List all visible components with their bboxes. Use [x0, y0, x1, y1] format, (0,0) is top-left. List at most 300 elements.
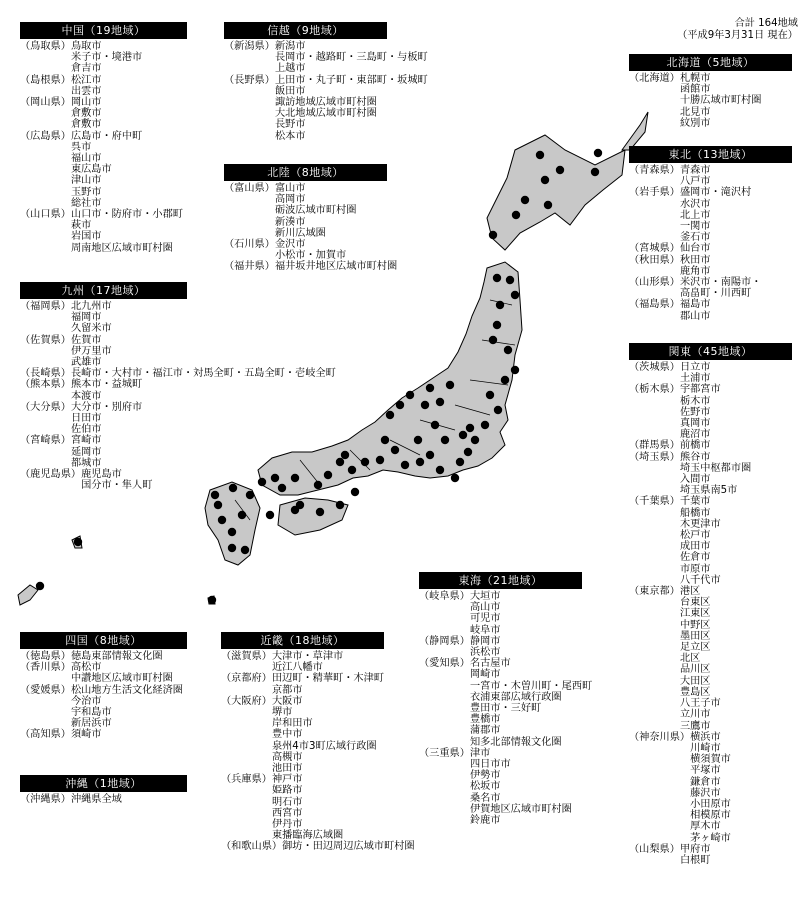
prefecture-name: （長崎県） — [20, 368, 71, 380]
city-list — [690, 732, 792, 844]
city-name: 桑名市 — [469, 792, 501, 804]
prefecture-name: （島根県） — [20, 74, 71, 86]
city-name: 墨田区 — [679, 630, 711, 642]
city-name: 玉野市 — [70, 186, 102, 198]
prefecture-list — [20, 41, 187, 254]
prefecture-name: （石川県） — [224, 239, 275, 251]
city-name: 松坂市 — [469, 781, 501, 793]
city-name: 岐阜市 — [469, 624, 501, 636]
city-name: 千葉市 — [679, 496, 711, 508]
city-list — [71, 685, 187, 730]
city-name: 白根町 — [679, 854, 711, 866]
city-name: 鎌倉市 — [690, 776, 721, 788]
prefecture-name: （栃木県） — [629, 384, 680, 396]
city-name: 豊橋市 — [469, 714, 501, 726]
city-name: 名古屋市 — [469, 658, 511, 670]
city-name: 入間市 — [679, 474, 711, 486]
city-name: 大田区 — [679, 675, 711, 687]
city-name: 米子市・境港市 — [70, 52, 143, 64]
city-marker — [406, 391, 414, 399]
city-name: 田辺町・精華町・木津町 — [271, 673, 384, 685]
city-name: 松戸市 — [679, 530, 711, 542]
city-name: 衣浦東部広域行政圏 — [469, 691, 562, 703]
city-marker — [481, 421, 489, 429]
city-list — [71, 435, 187, 469]
prefecture-row — [20, 794, 187, 805]
city-marker — [536, 151, 544, 159]
region-header: 四国（8地域） — [20, 632, 187, 649]
prefecture-row — [224, 261, 398, 273]
prefecture-name: （宮崎県） — [20, 435, 71, 447]
city-marker — [36, 582, 44, 590]
prefecture-list — [20, 651, 187, 741]
prefecture-name: （千葉県） — [629, 496, 680, 508]
city-name: 仙台市 — [679, 243, 711, 255]
city-name: 総社市 — [70, 197, 102, 209]
city-marker — [291, 474, 299, 482]
prefecture-row — [221, 673, 384, 695]
prefecture-name: （岩手県） — [629, 187, 680, 199]
city-name: 西宮市 — [271, 807, 303, 819]
prefecture-list — [629, 165, 792, 322]
prefecture-name: （静岡県） — [419, 635, 470, 647]
city-name: 四日市市 — [469, 759, 511, 771]
region-kinki — [221, 632, 415, 853]
city-name: 可児市 — [469, 613, 501, 625]
city-marker — [316, 508, 324, 516]
city-list — [680, 187, 792, 243]
city-marker — [229, 484, 237, 492]
city-marker — [271, 474, 279, 482]
city-marker — [489, 336, 497, 344]
as-of-date: （平成9年3月31日 現在） — [677, 30, 798, 41]
city-name: 新潟市 — [274, 41, 306, 52]
city-marker — [211, 491, 219, 499]
city-marker — [464, 448, 472, 456]
prefecture-name: （佐賀県） — [20, 334, 71, 346]
city-name: 一宮市・木曽川町・尾西町 — [469, 680, 593, 692]
city-name: 日立市 — [679, 362, 711, 373]
prefecture-row — [20, 97, 187, 131]
region-tokai — [419, 572, 593, 827]
prefecture-row — [629, 187, 792, 243]
prefecture-list — [224, 183, 398, 273]
city-name: 静岡市 — [469, 635, 501, 647]
city-name: 岡崎市 — [469, 669, 501, 681]
city-name: 米沢市・南陽市・ — [679, 277, 762, 289]
city-name: 福山市 — [70, 153, 102, 165]
prefecture-name: （愛知県） — [419, 658, 470, 670]
city-list — [680, 844, 792, 866]
prefecture-list — [20, 301, 336, 492]
prefecture-name: （福島県） — [629, 299, 680, 311]
city-marker — [361, 458, 369, 466]
city-list — [71, 379, 187, 401]
city-name: 岸和田市 — [271, 718, 313, 730]
city-name: 台東区 — [679, 597, 711, 609]
city-name: 倉敷市 — [70, 119, 102, 131]
city-marker — [493, 321, 501, 329]
city-name: 松本市 — [274, 130, 306, 142]
city-name: 豊島区 — [679, 686, 711, 698]
city-name: 姫路市 — [271, 785, 303, 797]
city-list — [680, 384, 792, 440]
city-name: 津山市 — [70, 175, 102, 187]
prefecture-row — [20, 41, 187, 75]
city-name: 栃木市 — [679, 395, 711, 407]
city-list — [680, 277, 792, 299]
city-name: 大阪市 — [271, 695, 303, 707]
city-name: 水沢市 — [679, 198, 711, 210]
prefecture-row — [224, 41, 428, 75]
total-count-note — [677, 18, 798, 42]
city-name: 呉市 — [70, 141, 92, 153]
city-name: 富山市 — [274, 183, 306, 194]
city-list — [470, 591, 582, 636]
city-name: 鹿児島市 — [81, 469, 122, 481]
prefecture-row — [419, 658, 593, 748]
prefecture-list — [419, 591, 593, 827]
city-name: 福井坂井地区広域市町村圏 — [274, 261, 398, 273]
city-name: 八千代市 — [679, 574, 721, 586]
region-header: 九州（17地域） — [20, 282, 187, 299]
city-name: 横須賀市 — [690, 754, 731, 766]
prefecture-row — [629, 243, 792, 254]
city-name: 大北地域広域市町村圏 — [274, 108, 377, 120]
city-name: 市原市 — [679, 563, 711, 575]
region-header: 中国（19地域） — [20, 22, 187, 39]
prefecture-row — [224, 239, 387, 261]
city-name: 長崎市・大村市・福江市・対馬全町・五島全町・壱岐全町 — [70, 368, 336, 380]
city-list — [71, 794, 187, 805]
prefecture-row — [20, 662, 187, 684]
city-name: 秋田市 — [679, 254, 711, 266]
city-marker — [456, 458, 464, 466]
city-name: 福島市 — [679, 299, 711, 311]
prefecture-row — [629, 496, 792, 586]
prefecture-name: （青森県） — [629, 165, 680, 176]
city-name: 伊賀地区広域市町村圏 — [469, 803, 572, 815]
city-name: 藤沢市 — [690, 787, 721, 799]
city-name: 北九州市 — [70, 301, 112, 312]
prefecture-row — [221, 696, 384, 774]
city-marker — [493, 274, 501, 282]
prefecture-name: （宮城県） — [629, 243, 680, 255]
city-marker — [426, 451, 434, 459]
city-list — [470, 658, 592, 748]
prefecture-row — [20, 729, 187, 740]
city-list — [71, 729, 187, 740]
region-header: 沖縄（1地域） — [20, 775, 187, 792]
city-name: 出雲市 — [70, 85, 102, 97]
city-marker — [266, 511, 274, 519]
city-name: 札幌市 — [679, 73, 711, 84]
region-okinawa — [20, 775, 187, 805]
prefecture-row — [419, 748, 582, 826]
city-name: 久留米市 — [70, 323, 112, 335]
prefecture-row — [629, 299, 792, 321]
prefecture-row — [20, 685, 187, 730]
city-name: 八戸市 — [679, 176, 711, 188]
prefecture-name: （岡山県） — [20, 97, 71, 109]
city-marker — [341, 451, 349, 459]
city-name: 国分市・隼人町 — [81, 480, 153, 492]
prefecture-name: （滋賀県） — [221, 651, 272, 662]
region-header: 関東（45地域） — [629, 343, 792, 360]
city-list — [71, 301, 187, 335]
prefecture-name: （山梨県） — [629, 843, 680, 855]
city-name: 豊中市 — [271, 729, 303, 741]
city-marker — [544, 201, 552, 209]
city-marker — [441, 436, 449, 444]
city-name: 宇和島市 — [70, 707, 112, 719]
city-list — [71, 402, 187, 436]
city-list — [470, 636, 582, 658]
city-marker — [591, 168, 599, 176]
city-name: 豊田市・三好町 — [469, 703, 542, 715]
city-marker — [401, 461, 409, 469]
city-name: 徳島東部情報文化圏 — [70, 651, 163, 662]
city-list — [680, 452, 792, 497]
prefecture-row — [221, 841, 415, 853]
city-marker — [446, 381, 454, 389]
city-name: 池田市 — [271, 763, 303, 775]
prefecture-row — [20, 379, 187, 401]
prefecture-name: （秋田県） — [629, 254, 680, 266]
city-marker — [336, 501, 344, 509]
city-list — [71, 335, 187, 369]
city-marker — [506, 276, 514, 284]
prefecture-row — [20, 402, 187, 436]
prefecture-list — [20, 794, 187, 805]
city-name: 茅ヶ崎市 — [690, 832, 731, 844]
city-name: 山口市・防府市・小郡町 — [70, 209, 183, 221]
city-list — [81, 469, 187, 491]
prefecture-name: （三重県） — [419, 747, 470, 759]
prefecture-row — [629, 362, 792, 384]
prefecture-row — [419, 591, 582, 636]
city-name: 鹿角市 — [679, 265, 711, 277]
city-name: 宮崎市 — [70, 435, 102, 447]
city-list — [470, 748, 582, 826]
city-marker — [414, 436, 422, 444]
prefecture-row — [629, 586, 792, 732]
prefecture-row — [419, 636, 582, 658]
region-hokuriku — [224, 164, 398, 273]
city-name: 伊勢市 — [469, 770, 501, 782]
city-name: 新川広域圏 — [274, 227, 326, 239]
prefecture-name: （大分県） — [20, 401, 71, 413]
city-list — [275, 261, 397, 272]
city-marker — [541, 176, 549, 184]
city-name: 盛岡市・滝沢村 — [679, 187, 752, 199]
prefecture-list — [224, 41, 428, 142]
prefecture-row — [629, 844, 792, 866]
city-name: 熊谷市 — [679, 451, 711, 463]
prefecture-name: （徳島県） — [20, 651, 71, 662]
city-name: 小松市・加賀市 — [274, 250, 347, 262]
city-list — [275, 75, 428, 142]
city-name: 今治市 — [70, 695, 102, 707]
city-name: 倉吉市 — [70, 63, 102, 75]
city-marker — [391, 446, 399, 454]
prefecture-name: （神奈川県） — [629, 731, 691, 743]
city-name: 青森市 — [679, 165, 711, 176]
prefecture-name: （熊本県） — [20, 379, 71, 391]
city-marker — [486, 391, 494, 399]
prefecture-name: （高知県） — [20, 729, 71, 741]
city-name: 北見市 — [679, 106, 711, 118]
city-marker — [471, 436, 479, 444]
prefecture-name: （富山県） — [224, 183, 275, 194]
city-name: 須崎市 — [70, 729, 102, 741]
city-name: 知多北部情報文化圏 — [469, 736, 562, 748]
city-marker — [74, 538, 82, 546]
city-marker — [426, 384, 434, 392]
city-list — [71, 662, 187, 684]
city-marker — [556, 166, 564, 174]
prefecture-row — [629, 277, 792, 299]
city-marker — [218, 516, 226, 524]
city-name: 沖縄県全域 — [70, 794, 122, 805]
city-marker — [396, 401, 404, 409]
city-list — [71, 41, 187, 75]
prefecture-row — [629, 384, 792, 440]
prefecture-name: （京都府） — [221, 673, 272, 685]
prefecture-row — [629, 73, 792, 129]
city-marker — [214, 501, 222, 509]
city-name: 蒲郡市 — [469, 725, 501, 737]
city-name: 日田市 — [70, 413, 102, 425]
city-name: 高松市 — [70, 662, 102, 674]
region-kyushu — [20, 282, 336, 492]
region-header: 東海（21地域） — [419, 572, 582, 589]
city-marker — [431, 421, 439, 429]
city-marker — [348, 466, 356, 474]
city-marker — [511, 291, 519, 299]
city-name: 鈴鹿市 — [469, 815, 501, 827]
city-name: 東播臨海広域圏 — [271, 830, 344, 842]
city-name: 近江八幡市 — [271, 662, 323, 674]
city-name: 横浜市 — [690, 731, 721, 743]
city-marker — [489, 231, 497, 239]
city-name: 広島市・府中町 — [70, 130, 143, 142]
city-marker — [436, 398, 444, 406]
city-name: 大垣市 — [469, 591, 501, 602]
city-list — [680, 586, 792, 732]
city-name: 佐賀市 — [70, 334, 102, 346]
prefecture-name: （香川県） — [20, 662, 71, 674]
city-name: 新居浜市 — [70, 718, 112, 730]
city-list — [272, 774, 384, 841]
city-marker — [511, 366, 519, 374]
prefecture-row — [20, 651, 187, 662]
city-name: 飯田市 — [274, 85, 306, 97]
city-name: 上越市 — [274, 63, 306, 75]
city-list — [680, 73, 792, 129]
city-name: 伊万里市 — [70, 345, 112, 357]
city-marker — [512, 211, 520, 219]
region-header: 北陸（8地域） — [224, 164, 387, 181]
city-marker — [241, 546, 249, 554]
city-marker — [521, 196, 529, 204]
city-name: 都城市 — [70, 457, 102, 469]
total-count: 合計 164地域 — [734, 18, 798, 29]
city-list — [71, 368, 336, 379]
city-marker — [208, 596, 216, 604]
prefecture-name: （大阪府） — [221, 695, 272, 707]
city-name: 周南地区広域市町村圏 — [70, 242, 173, 254]
city-name: 埼玉中枢都市圏 — [679, 462, 752, 474]
city-marker — [238, 511, 246, 519]
city-name: 高畠町・川西町 — [679, 288, 752, 300]
hokkaido-shape — [487, 135, 625, 250]
city-name: 十勝広域市町村圏 — [679, 95, 762, 107]
prefecture-name: （埼玉県） — [629, 451, 680, 463]
city-list — [272, 673, 384, 695]
city-name: 平塚市 — [690, 765, 721, 777]
city-name: 小田原市 — [690, 798, 731, 810]
city-name: 松江市 — [70, 74, 102, 86]
region-hokkaido — [629, 54, 792, 129]
prefecture-name: （鳥取県） — [20, 41, 71, 52]
city-marker — [496, 301, 504, 309]
city-name: 宇都宮市 — [679, 384, 721, 396]
city-name: 真岡市 — [679, 418, 711, 430]
city-list — [275, 183, 387, 239]
prefecture-name: （岐阜県） — [419, 591, 470, 602]
city-marker — [421, 401, 429, 409]
city-name: 金沢市 — [274, 239, 306, 251]
city-list — [680, 243, 792, 254]
city-name: 甲府市 — [679, 843, 711, 855]
prefecture-list — [629, 73, 792, 129]
prefecture-row — [629, 255, 792, 277]
prefecture-row — [221, 651, 384, 673]
city-name: 福岡市 — [70, 312, 102, 324]
prefecture-name: （愛媛県） — [20, 684, 71, 696]
prefecture-name: （山口県） — [20, 209, 71, 221]
region-header: 近畿（18地域） — [221, 632, 384, 649]
city-marker — [494, 406, 502, 414]
prefecture-row — [224, 183, 387, 239]
region-kanto — [629, 343, 792, 866]
city-name: 土浦市 — [679, 373, 711, 385]
city-marker — [258, 478, 266, 486]
city-name: 高槻市 — [271, 751, 303, 763]
city-list — [680, 496, 792, 586]
prefecture-row — [20, 335, 187, 369]
region-shikoku — [20, 632, 187, 741]
city-name: 大分市・別府市 — [70, 401, 143, 413]
city-marker — [386, 411, 394, 419]
region-chugoku — [20, 22, 187, 254]
city-name: 砺波広域市町村圏 — [274, 205, 357, 217]
city-name: 中野区 — [679, 619, 711, 631]
prefecture-list — [221, 651, 415, 853]
city-list — [71, 75, 187, 97]
prefecture-row — [629, 452, 792, 497]
city-name: 高山市 — [469, 602, 501, 614]
city-name: 埼玉県南5市 — [679, 485, 738, 497]
prefecture-name: （和歌山県） — [221, 841, 283, 853]
city-name: 港区 — [679, 586, 701, 598]
city-list — [272, 651, 384, 673]
city-name: 諏訪地域広域市町村圏 — [274, 97, 377, 109]
city-name: 足立区 — [679, 642, 711, 654]
city-name: 釜石市 — [679, 232, 711, 244]
city-marker — [466, 424, 474, 432]
